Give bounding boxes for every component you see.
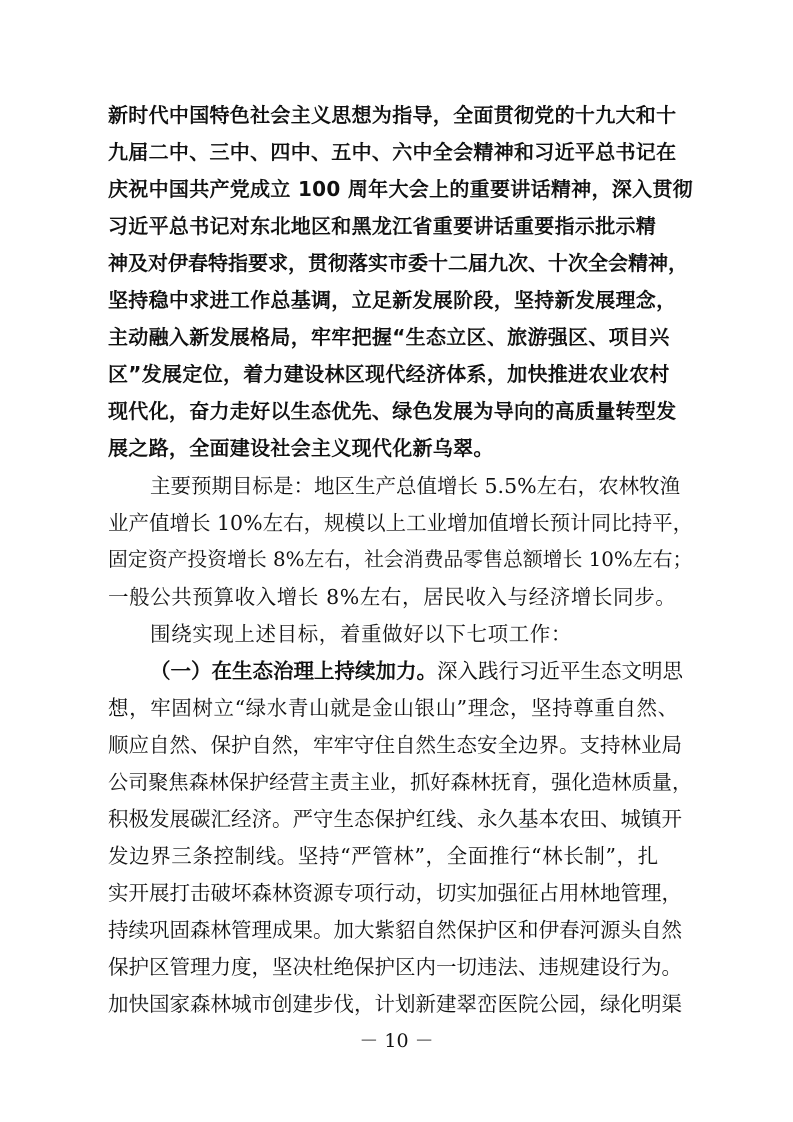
text-line: 庆祝中国共产党成立 100 周年大会上的重要讲话精神，深入贯彻 xyxy=(108,177,693,201)
text-line: 公司聚焦森林保护经营主责主业，抓好森林抚育，强化造林质量， xyxy=(108,770,693,794)
text-line: 习近平总书记对东北地区和黑龙江省重要讲话重要指示批示精 xyxy=(108,214,657,238)
text-line: 业产值增长 10%左右，规模以上工业增加值增长预计同比持平， xyxy=(108,511,694,535)
text-line: 加快国家森林城市创建步伐，计划新建翠峦医院公园，绿化明渠 xyxy=(108,992,682,1016)
text-line: 固定资产投资增长 8%左右，社会消费品零售总额增长 10%左右； xyxy=(108,548,693,571)
text-line: 区”发展定位，着力建设林区现代经济体系，加快推进农业农村 xyxy=(108,362,670,386)
text-line: 新时代中国特色社会主义思想为指导，全面贯彻党的十九大和十 xyxy=(108,103,677,127)
text-line: 坚持稳中求进工作总基调，立足新发展阶段，坚持新发展理念， xyxy=(108,288,677,312)
text-line: 围绕实现上述目标，着重做好以下七项工作： xyxy=(150,622,572,646)
text-line: 主动融入新发展格局，牢牢把握“生态立区、旅游强区、项目兴 xyxy=(108,325,670,349)
text-line: 一般公共预算收入增长 8%左右，居民收入与经济增长同步。 xyxy=(108,585,677,609)
text-line: 想，牢固树立“绿水青山就是金山银山”理念，坚持尊重自然、 xyxy=(108,696,679,720)
section-heading: （一）在生态治理上持续加力。 xyxy=(150,659,437,683)
page-number: － 10 － xyxy=(359,1030,434,1052)
text-line: 实开展打击破坏森林资源专项行动，切实加强征占用林地管理， xyxy=(108,881,682,905)
text-line: 发边界三条控制线。坚持“严管林”，全面推行“林长制”，扎 xyxy=(108,844,659,868)
text-line: 现代化，奋力走好以生态优先、绿色发展为导向的高质量转型发 xyxy=(108,399,677,423)
text-line: 持续巩固森林管理成果。加大紫貂自然保护区和伊春河源头自然 xyxy=(108,918,682,942)
text-line: 九届二中、三中、四中、五中、六中全会精神和习近平总书记在 xyxy=(108,140,677,164)
text-line: 顺应自然、保护自然，牢牢守住自然生态安全边界。支持林业局 xyxy=(108,733,682,757)
text-line: 保护区管理力度，坚决杜绝保护区内一切违法、违规建设行为。 xyxy=(108,955,682,979)
text-line: 积极发展碳汇经济。严守生态保护红线、永久基本农田、城镇开 xyxy=(108,807,682,831)
text-line: 展之路，全面建设社会主义现代化新乌翠。 xyxy=(108,436,494,460)
text-line: 主要预期目标是：地区生产总值增长 5.5%左右，农林牧渔 xyxy=(150,474,681,498)
section-heading-continuation: 深入践行习近平生态文明思 xyxy=(437,659,683,683)
section-heading-line xyxy=(150,656,693,686)
text-line: 神及对伊春特指要求，贯彻落实市委十二届九次、十次全会精神， xyxy=(108,251,688,275)
